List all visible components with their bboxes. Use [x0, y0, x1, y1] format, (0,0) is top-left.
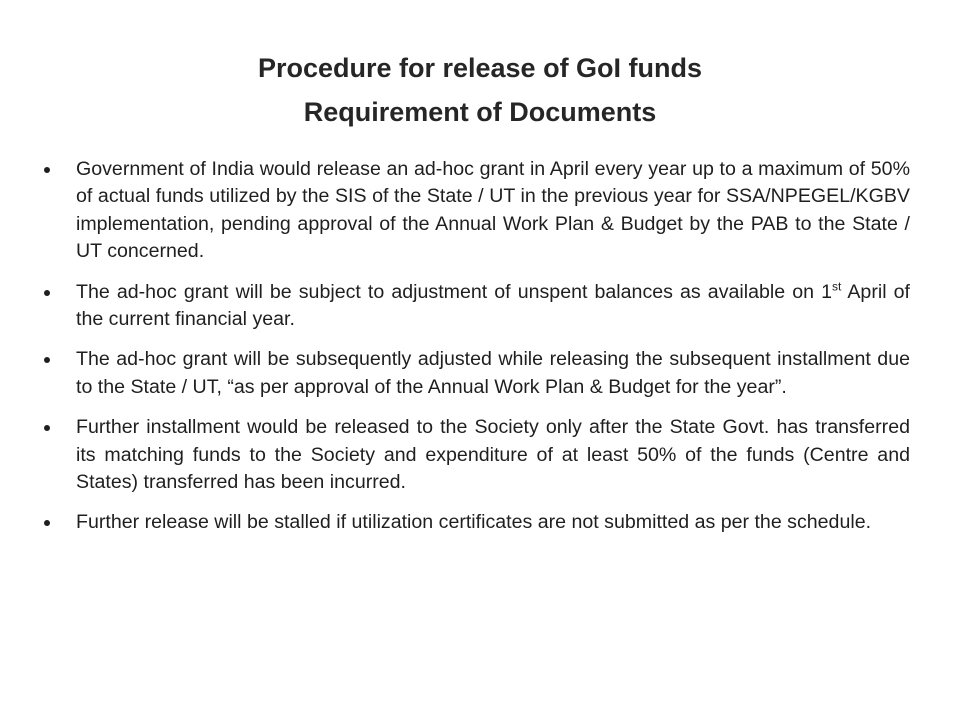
bullet-text: Government of India would release an ad-hoc grant in April every year up to a maximum of 50% of actual funds utilized by the SIS of the State / UT in the previous year for SSA/NPEGEL/KGBV implementation, pending approval of the Annual Work Plan & Budget by the PAB to the State / UT concerned.	[76, 158, 910, 263]
bullet-text: Further release will be stalled if utilization certificates are not submitted as per the schedule.	[76, 511, 872, 534]
bullet-text-before: The ad-hoc grant will be subject to adjustment of unspent balances as available on 1	[76, 280, 833, 303]
bullet-text: The ad-hoc grant will be subsequently adjusted while releasing the subsequent installment due to the State / UT, “as per approval of the Annual Work Plan & Budget for the year”.	[76, 348, 910, 398]
bullet-text-after: April of the current financial year.	[76, 280, 910, 331]
bullet-list	[44, 156, 910, 550]
bullet-item-3	[44, 346, 910, 401]
bullet-item-4	[44, 414, 910, 496]
bullet-text: Further installment would be released to the Society only after the State Govt. has transferred its matching funds to the Society and expenditure of at least 50% of the funds (Centre and States) transferred has been incurred.	[76, 416, 910, 494]
bullet-dot-icon	[44, 167, 50, 173]
slide-title	[0, 46, 960, 134]
bullet-dot-icon	[44, 357, 50, 363]
bullet-item-2	[44, 279, 910, 334]
bullet-dot-icon	[44, 520, 50, 526]
title-line-1: Procedure for release of GoI funds	[257, 53, 703, 83]
bullet-item-5	[44, 509, 910, 536]
bullet-item-1	[44, 156, 910, 266]
title-line-2: Requirement of Documents	[303, 97, 657, 127]
ordinal-superscript: st	[832, 279, 842, 294]
bullet-dot-icon	[44, 425, 50, 431]
bullet-dot-icon	[44, 290, 50, 296]
